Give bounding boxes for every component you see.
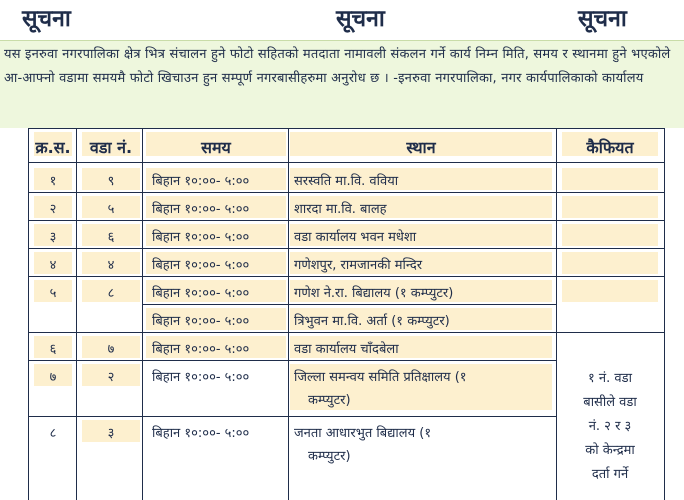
table-cell-sn: ४: [49, 258, 57, 273]
table-cell-time: बिहान १०:००- ५:००: [152, 370, 250, 385]
table-cell-time: बिहान १०:००- ५:००: [152, 202, 250, 217]
table-cell-time: बिहान १०:००- ५:००: [152, 258, 250, 273]
table-cell-sn: ३: [49, 230, 57, 245]
table-cell-sn: १: [49, 174, 57, 189]
table-cell-place: त्रिभुवन मा.वि. अर्ता (१ कम्प्युटर): [294, 314, 450, 329]
table-cell-sn: ६: [49, 342, 57, 357]
table-cell-time: बिहान १०:००- ५:००: [152, 426, 250, 441]
headline-right: सूचना: [578, 6, 627, 32]
table-cell-time: बिहान १०:००- ५:००: [152, 230, 250, 245]
header-ward: वडा नं.: [89, 138, 133, 157]
table-cell-place: शारदा मा.वि. बालह: [294, 202, 387, 217]
table-cell-sn: ७: [49, 370, 57, 385]
table-cell-place-cont: कम्प्युटर): [308, 449, 351, 464]
table-cell-sn: ८: [49, 426, 57, 441]
headline-left: सूचना: [22, 6, 71, 32]
remarks-line: को केन्द्रमा: [585, 443, 635, 458]
table-cell-ward: ९: [107, 174, 115, 189]
table-cell-place-cont: कम्प्युटर): [308, 393, 351, 408]
table-cell-place: सरस्वति मा.वि. वविया: [294, 174, 399, 189]
table-cell-place: वडा कार्यालय चाँदबेला: [294, 342, 399, 357]
header-time: समय: [201, 138, 231, 157]
table-cell-place: गणेश ने.रा. बिद्यालय (१ कम्प्युटर): [294, 286, 454, 301]
table-cell-ward: ८: [107, 286, 115, 301]
remarks-line: नं. २ र ३: [588, 419, 632, 434]
table-cell-time: बिहान १०:००- ५:००: [152, 174, 250, 189]
table-cell-ward: ४: [107, 258, 115, 273]
table-cell-ward: ७: [107, 342, 115, 357]
table-cell-place: जनता आधारभुत बिद्यालय (१: [294, 426, 432, 441]
table-cell-time: बिहान १०:००- ५:००: [152, 286, 250, 301]
schedule-table: [28, 128, 684, 500]
table-cell-time: बिहान १०:००- ५:००: [152, 314, 250, 329]
notice-paragraph: यस इनरुवा नगरपालिका क्षेत्र भित्र संचालन हुने फोटो सहितको मतदाता नामावली संकलन गर्ने कार्य निम्न मिति, समय र स्थानमा हुने भएकोले आ-आफ्नो वडामा समयमै फोटो खिचाउन हुन सम्पूर्ण नगरबासीहरुमा अनुरोध छ । -इनरुवा नगरपालिका, नगर कार्यपालिकाको कार्यालय: [0, 40, 684, 128]
headline-center: सूचना: [336, 6, 385, 32]
table-cell-place: गणेशपुर, रामजानकी मन्दिर: [294, 258, 423, 273]
header-sn: क्र.स.: [35, 138, 71, 157]
table-cell-place: जिल्ला समन्वय समिति प्रतिक्षालय (१: [294, 370, 467, 385]
remarks-cell: [566, 367, 654, 487]
table-cell-ward: ५: [107, 202, 115, 217]
remarks-line: दर्ता गर्ने: [591, 467, 629, 482]
table-cell-ward: २: [107, 370, 115, 385]
table-cell-ward: ३: [107, 426, 115, 441]
table-cell-place: वडा कार्यालय भवन मधेशा: [294, 230, 417, 245]
table-cell-sn: ५: [49, 286, 57, 301]
remarks-line: १ नं. वडा: [588, 371, 632, 386]
table-cell-ward: ६: [107, 230, 115, 245]
table-cell-sn: २: [49, 202, 57, 217]
remarks-line: बासीले वडा: [583, 395, 637, 410]
table-cell-time: बिहान १०:००- ५:००: [152, 342, 250, 357]
header-place: स्थान: [406, 138, 436, 157]
header-remarks: कैफियत: [586, 138, 634, 157]
